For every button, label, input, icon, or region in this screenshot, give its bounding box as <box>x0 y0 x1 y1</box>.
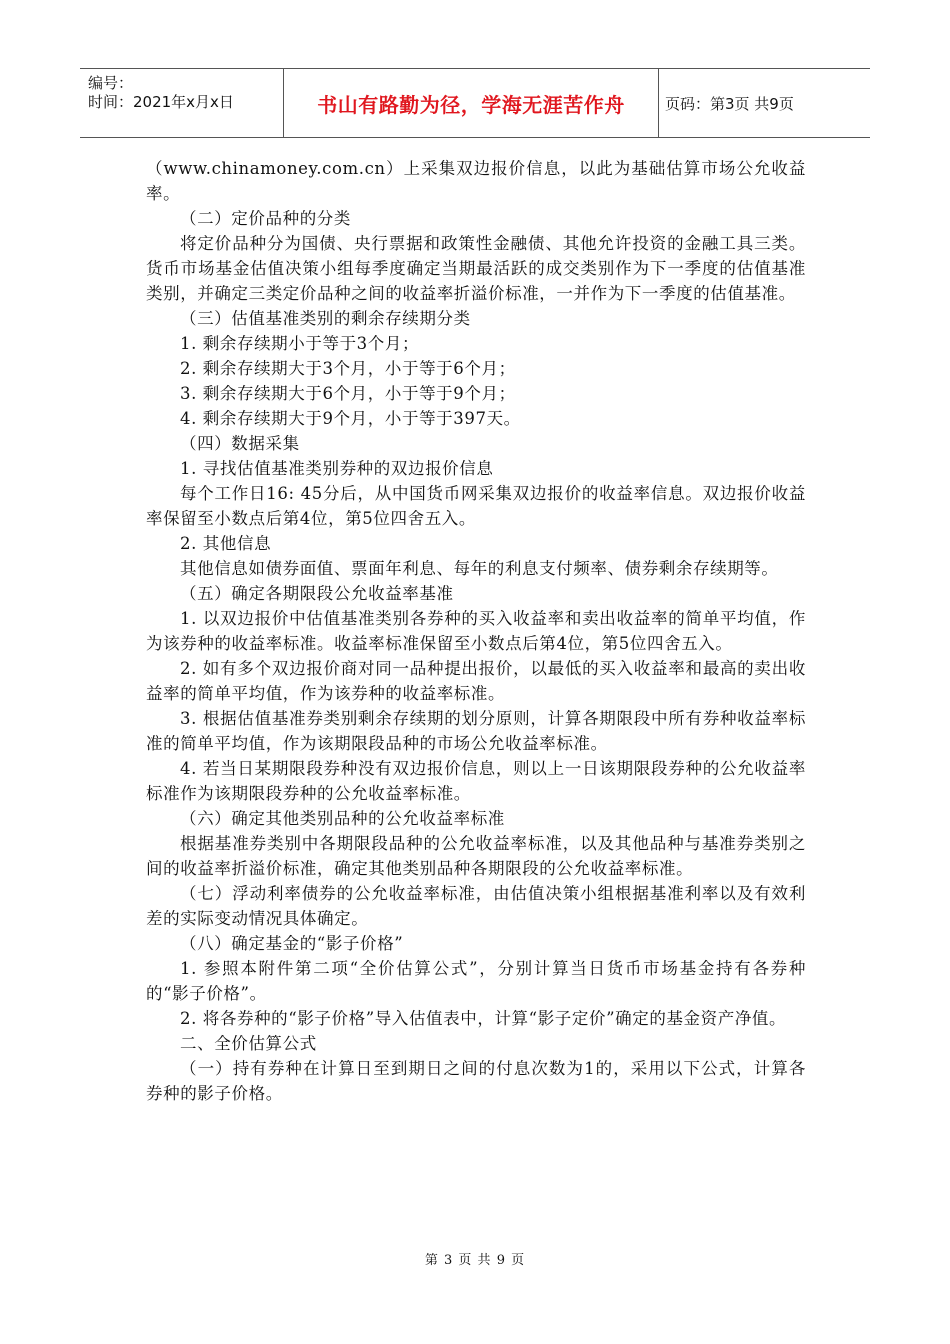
list-item: 1. 剩余存续期小于等于3个月； <box>180 334 420 353</box>
list-item: 4. 剩余存续期大于9个月，小于等于397天。 <box>180 409 521 428</box>
body-paragraph: （一）持有券种在计算日至到期日之间的付息次数为1的，采用以下公式，计算各券种的影子价格。 <box>146 1059 806 1103</box>
section-heading: （五）确定各期限段公允收益率基准 <box>180 584 454 603</box>
section-heading: （八）确定基金的“影子价格” <box>180 934 404 953</box>
header-meta-cell <box>80 69 284 137</box>
document-body <box>146 156 806 1106</box>
section-heading: （六）确定其他类别品种的公允收益率标准 <box>180 809 505 828</box>
body-paragraph: 每个工作日16: 45分后，从中国货币网采集双边报价的收益率信息。双边报价收益率保留至小数点后第4位，第5位四舍五入。 <box>146 484 806 528</box>
body-paragraph: 根据基准券类别中各期限段品种的公允收益率标准，以及其他品种与基准券类别之间的收益率折溢价标准，确定其他类别品种各期限段的公允收益率标准。 <box>146 834 806 878</box>
document-date-label: 时间：2021年x月x日 <box>88 93 234 111</box>
header-motto: 书山有路勤为径，学海无涯苦作舟 <box>284 69 659 137</box>
page-footer: 第 3 页 共 9 页 <box>424 1253 526 1268</box>
section-heading: （二）定价品种的分类 <box>180 209 351 228</box>
document-number-label: 编号： <box>88 74 134 92</box>
list-item: 2. 将各券种的“影子价格”导入估值表中，计算“影子定价”确定的基金资产净值。 <box>180 1009 787 1028</box>
list-item: 2. 剩余存续期大于3个月，小于等于6个月； <box>180 359 516 378</box>
list-item: 3. 根据估值基准券类别剩余存续期的划分原则，计算各期限段中所有券种收益率标准的简单平均值，作为该期限段品种的市场公允收益率标准。 <box>146 709 806 753</box>
section-heading: （四）数据采集 <box>180 434 300 453</box>
list-item: 1. 参照本附件第二项“全价估算公式”，分别计算当日货币市场基金持有各券种的“影子价格”。 <box>146 959 806 1003</box>
section-heading: （七）浮动利率债券的公允收益率标准，由估值决策小组根据基准利率以及有效利差的实际变动情况具体确定。 <box>146 884 806 928</box>
list-item: 4. 若当日某期限段券种没有双边报价信息，则以上一日该期限段券种的公允收益率标准作为该期限段券种的公允收益率标准。 <box>146 759 806 803</box>
list-item: 1. 以双边报价中估值基准类别各券种的买入收益率和卖出收益率的简单平均值，作为该券种的收益率标准。收益率标准保留至小数点后第4位，第5位四舍五入。 <box>146 609 806 653</box>
list-item: 2. 其他信息 <box>180 534 272 553</box>
header-page-label: 页码：第3页 共9页 <box>665 94 794 113</box>
body-paragraph: 将定价品种分为国债、央行票据和政策性金融债、其他允许投资的金融工具三类。货币市场基金估值决策小组每季度确定当期最活跃的成交类别作为下一季度的估值基准类别，并确定三类定价品种之间的收益率折溢价标准，一并作为下一季度的估值基准。 <box>146 234 806 303</box>
page-header <box>80 68 870 138</box>
body-paragraph: 其他信息如债券面值、票面年利息、每年的利息支付频率、债券剩余存续期等。 <box>180 559 779 578</box>
list-item: 2. 如有多个双边报价商对同一品种提出报价，以最低的买入收益率和最高的卖出收益率的简单平均值，作为该券种的收益率标准。 <box>146 659 806 703</box>
list-item: 1. 寻找估值基准类别券种的双边报价信息 <box>180 459 494 478</box>
body-paragraph: （www.chinamoney.com.cn）上采集双边报价信息，以此为基础估算市场公允收益率。 <box>146 159 806 203</box>
section-heading: 二、全价估算公式 <box>180 1034 317 1053</box>
list-item: 3. 剩余存续期大于6个月，小于等于9个月； <box>180 384 516 403</box>
section-heading: （三）估值基准类别的剩余存续期分类 <box>180 309 471 328</box>
